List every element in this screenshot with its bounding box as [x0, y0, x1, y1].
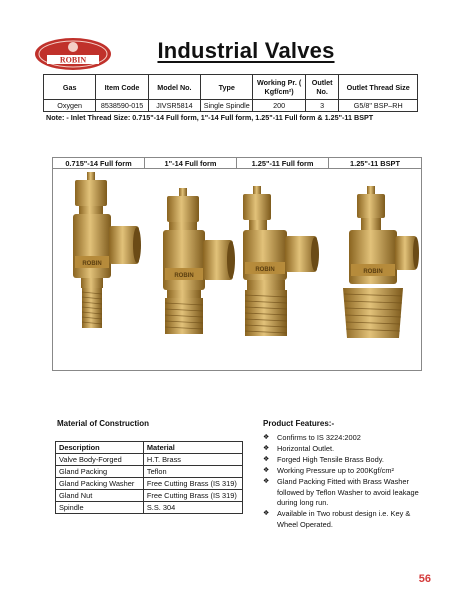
- inlet-note: Note: - Inlet Thread Size: 0.715"-14 Full form, 1"-14 Full form, 1.25"-11 Full form & 1.25"-11 BSPT: [46, 113, 374, 122]
- spec-header: Outlet No.: [305, 75, 339, 100]
- material-row: [56, 466, 243, 478]
- material-cell: Free Cutting Brass (IS 319): [143, 478, 242, 490]
- material-heading: Material of Construction: [57, 419, 150, 428]
- brass-valve-icon: [145, 170, 237, 368]
- valve-brand: ROBIN: [174, 273, 194, 279]
- spec-cell: Single Spindle: [201, 100, 253, 112]
- material-cell: S.S. 304: [143, 502, 242, 514]
- material-row: [56, 454, 243, 466]
- material-cell: Gland Nut: [56, 490, 144, 502]
- spec-header: Item Code: [96, 75, 148, 100]
- material-table: [55, 441, 243, 514]
- feature-item: ❖ Forged High Tensile Brass Body.: [263, 455, 384, 464]
- spec-header: Model No.: [148, 75, 200, 100]
- page-number: 56: [418, 573, 431, 585]
- spec-header: Gas: [44, 75, 96, 100]
- material-cell: Gland Packing Washer: [56, 478, 144, 490]
- spec-header-row: [44, 75, 418, 100]
- spec-cell: 200: [253, 100, 305, 112]
- logo-text: ROBIN: [59, 55, 87, 65]
- valve-brand: ROBIN: [363, 269, 383, 275]
- material-row: [56, 490, 243, 502]
- feature-item: ❖ Confirms to IS 3224:2002: [263, 433, 361, 442]
- bullet-icon: ❖: [263, 510, 270, 517]
- material-header-row: [56, 442, 243, 454]
- image-label: 0.715"-14 Full form: [53, 158, 145, 169]
- material-cell: H.T. Brass: [143, 454, 242, 466]
- brass-valve-icon: [329, 170, 421, 368]
- material-cell: Free Cutting Brass (IS 319): [143, 490, 242, 502]
- valve-brand: ROBIN: [255, 267, 275, 273]
- material-row: [56, 478, 243, 490]
- bullet-icon: ❖: [263, 445, 270, 452]
- material-cell: Valve Body-Forged: [56, 454, 144, 466]
- spec-header: Type: [201, 75, 253, 100]
- features-list: [263, 433, 433, 531]
- image-label: 1"-14 Full form: [145, 158, 237, 169]
- feature-item: ❖ Horizontal Outlet.: [263, 444, 335, 453]
- bullet-icon: ❖: [263, 467, 270, 474]
- spec-cell: 3: [305, 100, 339, 112]
- valve-image-grid: [52, 157, 422, 371]
- spec-cell: JIVSR5814: [148, 100, 200, 112]
- spec-cell: 8538590-015: [96, 100, 148, 112]
- spec-cell: G5/8" BSP–RH: [339, 100, 418, 112]
- brass-valve-icon: [237, 170, 329, 368]
- image-label: 1.25"-11 BSPT: [329, 158, 421, 169]
- material-cell: Spindle: [56, 502, 144, 514]
- material-header: Description: [56, 442, 144, 454]
- bullet-icon: ❖: [263, 478, 270, 485]
- feature-item: ❖ Gland Packing Fitted with Brass Washer followed by Teflon Washer to avoid leakage during long run.: [263, 477, 419, 507]
- page-title: Industrial Valves: [157, 38, 335, 63]
- material-cell: Teflon: [143, 466, 242, 478]
- material-row: [56, 502, 243, 514]
- material-cell: Gland Packing: [56, 466, 144, 478]
- features-heading: Product Features:-: [263, 419, 335, 428]
- bullet-icon: ❖: [263, 456, 270, 463]
- valve-brand: ROBIN: [82, 261, 102, 267]
- brass-valve-icon: [53, 170, 145, 368]
- image-label: 1.25"-11 Full form: [237, 158, 329, 169]
- bullet-icon: ❖: [263, 434, 270, 441]
- spec-header: Outlet Thread Size: [339, 75, 418, 100]
- feature-item: ❖ Working Pressure up to 200Kgf/cm²: [263, 466, 394, 475]
- material-header: Material: [143, 442, 242, 454]
- spec-header: Working Pr. ( Kgf/cm²): [253, 75, 305, 100]
- spec-row: [44, 100, 418, 112]
- spec-table: [43, 74, 418, 112]
- feature-item: ❖ Available in Two robust design i.e. Key & Wheel Operated.: [263, 509, 411, 529]
- spec-cell: Oxygen: [44, 100, 96, 112]
